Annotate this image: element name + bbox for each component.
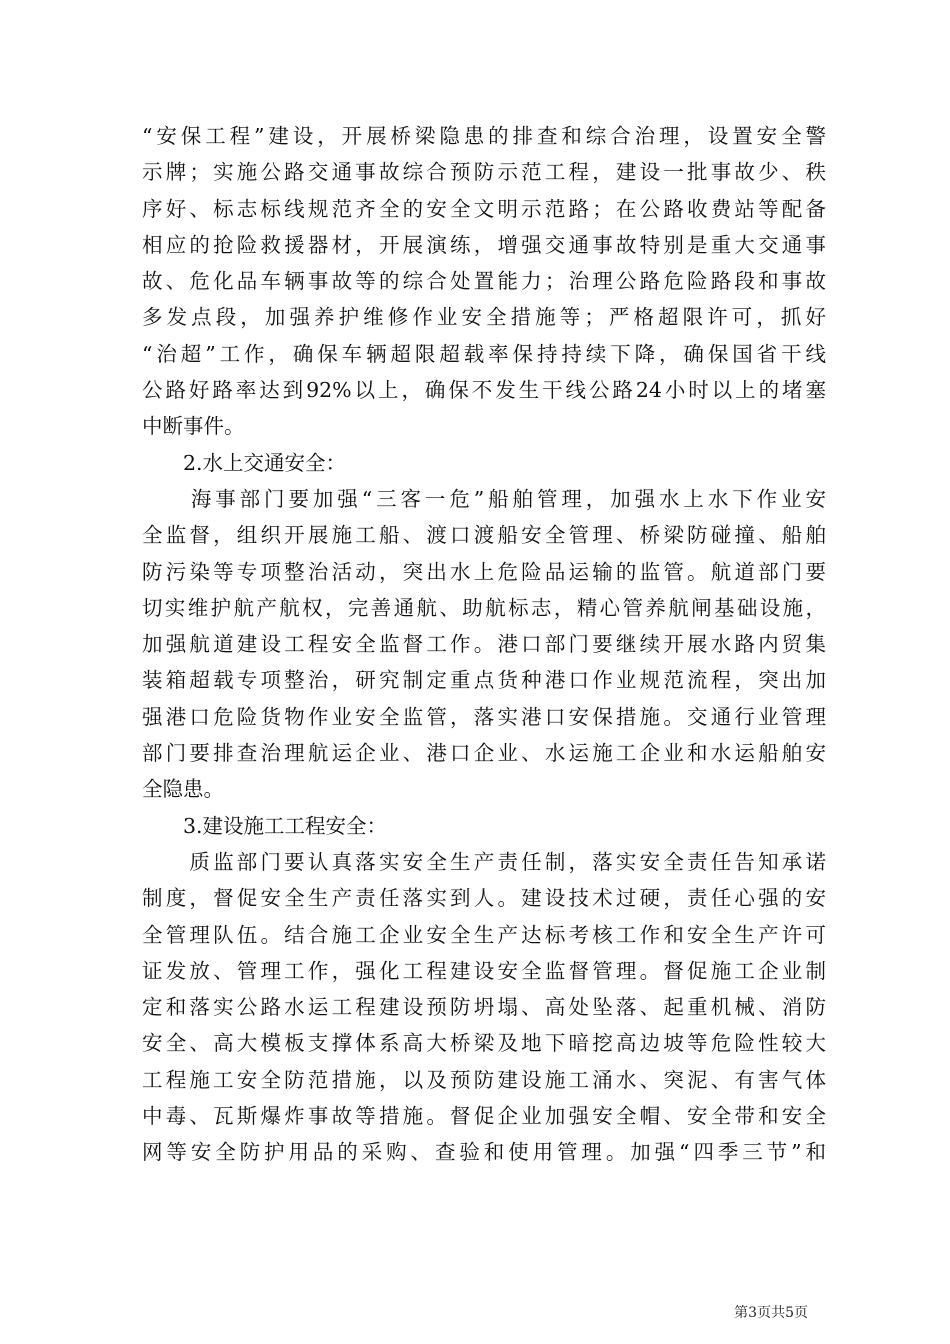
text-line: 加强航道建设工程安全监督工作。港口部门要继续开展水路内贸集 — [142, 632, 826, 657]
text-line: 防污染等专项整治活动，突出水上危险品运输的监管。航道部门要 — [142, 559, 826, 584]
text-line: 定和落实公路水运工程建设预防坍塌、高处坠落、起重机械、消防 — [142, 995, 826, 1020]
text-line: 质监部门要认真落实安全生产责任制，落实安全责任告知承诺 — [142, 849, 826, 874]
text-line: 序好、标志标线规范齐全的安全文明示范路；在公路收费站等配备 — [142, 196, 826, 221]
text-line: “治超”工作，确保车辆超限超载率保持持续下降，确保国省干线 — [142, 341, 826, 366]
section-heading: 2.水上交通安全： — [142, 450, 347, 475]
page-number: 第3页共5页 — [734, 1305, 808, 1321]
section-heading: 3.建设施工工程安全： — [142, 813, 388, 838]
text-line: 海事部门要加强“三客一危”船舶管理，加强水上水下作业安 — [142, 486, 826, 511]
text-line: 装箱超载专项整治，研究制定重点货种港口作业规范流程，突出加 — [142, 668, 826, 693]
text-line: 故、危化品车辆事故等的综合处置能力；治理公路危险路段和事故 — [142, 269, 826, 294]
text-line: 制度，督促安全生产责任落实到人。建设技术过硬，责任心强的安 — [142, 886, 826, 911]
text-line: 全监督，组织开展施工船、渡口渡船安全管理、桥梁防碰撞、船舶 — [142, 523, 826, 548]
text-line: 部门要排查治理航运企业、港口企业、水运施工企业和水运船舶安 — [142, 741, 826, 766]
text-line: 示牌；实施公路交通事故综合预防示范工程，建设一批事故少、秩 — [142, 160, 826, 185]
text-line: 证发放、管理工作，强化工程建设安全监督管理。督促施工企业制 — [142, 958, 826, 983]
text-line: 中毒、瓦斯爆炸事故等措施。督促企业加强安全帽、安全带和安全 — [142, 1104, 826, 1129]
document-body — [142, 118, 826, 1171]
text-line: 全隐患。 — [142, 777, 224, 802]
text-line: 网等安全防护用品的采购、查验和使用管理。加强“四季三节”和 — [142, 1140, 826, 1165]
text-line: 公路好路率达到92%以上，确保不发生干线公路24小时以上的堵塞 — [142, 378, 826, 403]
text-line: 中断事件。 — [142, 414, 245, 439]
text-line: 安全、高大模板支撑体系高大桥梁及地下暗挖高边坡等危险性较大 — [142, 1031, 826, 1056]
text-line: 强港口危险货物作业安全监管，落实港口安保措施。交通行业管理 — [142, 704, 826, 729]
text-line: 工程施工安全防范措施，以及预防建设施工涌水、突泥、有害气体 — [142, 1067, 826, 1092]
text-line: 相应的抢险救援器材，开展演练，增强交通事故特别是重大交通事 — [142, 232, 826, 257]
text-line: 全管理队伍。结合施工企业安全生产达标考核工作和安全生产许可 — [142, 922, 826, 947]
text-line: 切实维护航产航权，完善通航、助航标志，精心管养航闸基础设施， — [142, 595, 826, 620]
text-line: “安保工程”建设，开展桥梁隐患的排查和综合治理，设置安全警 — [142, 124, 826, 148]
text-line: 多发点段，加强养护维修作业安全措施等；严格超限许可，抓好 — [142, 305, 826, 330]
